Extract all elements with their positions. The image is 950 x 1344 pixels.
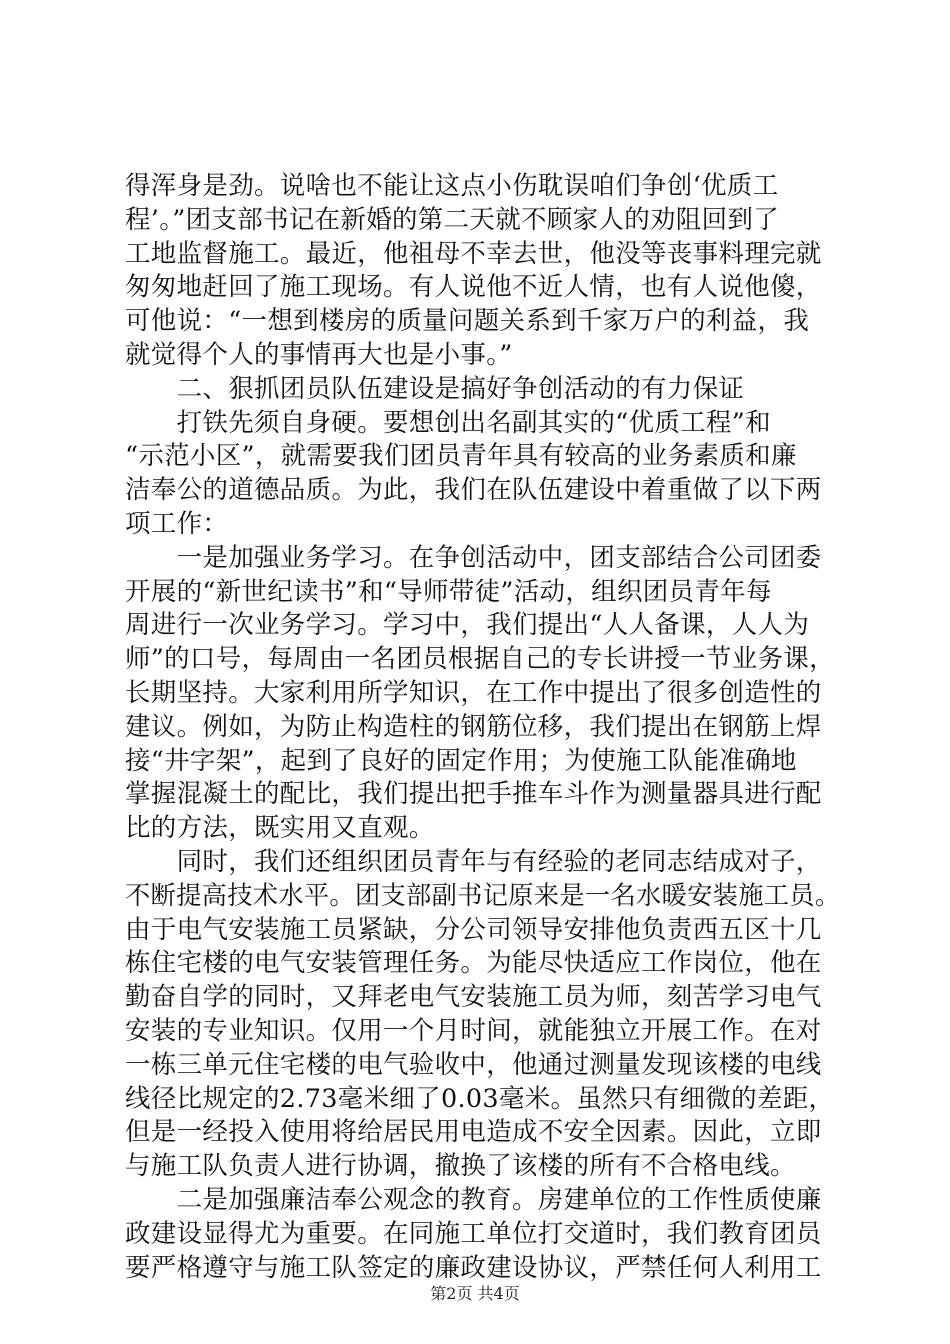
text-line: 安装的专业知识。仅用一个月时间，就能独立开展工作。在对 bbox=[125, 1015, 822, 1046]
text-line: 但是一经投入使用将给居民用电造成不安全因素。因此，立即 bbox=[125, 1117, 822, 1148]
text-line: 开展的“新世纪读书”和“导师带徒”活动，组织团员青年每 bbox=[125, 576, 772, 607]
text-line: 可他说：“一想到楼房的质量问题关系到千家万户的利益，我 bbox=[125, 306, 810, 337]
text-line: 比的方法，既实用又直观。 bbox=[125, 813, 435, 844]
text-line: 与施工队负责人进行协调，撤换了该楼的所有不合格电线。 bbox=[125, 1151, 796, 1182]
text-line: 洁奉公的道德品质。为此，我们在队伍建设中着重做了以下两 bbox=[125, 475, 822, 506]
text-line: 不断提高技术水平。团支部副书记原来是一名水暖安装施工员。 bbox=[125, 880, 841, 911]
text-line: 勤奋自学的同时，又拜老电气安装施工员为师，刻苦学习电气 bbox=[125, 982, 822, 1013]
text-line: 同时，我们还组织团员青年与有经验的老同志结成对子， bbox=[125, 846, 822, 877]
text-line: 掌握混凝土的配比，我们提出把手推车斗作为测量器具进行配 bbox=[125, 779, 822, 810]
text-line: 师”的口号，每周由一名团员根据自己的专长讲授一节业务课， bbox=[125, 644, 835, 675]
document-body bbox=[125, 170, 840, 1285]
text-line: 项工作： bbox=[125, 508, 229, 539]
text-line: 得浑身是劲。说啥也不能让这点小伤耽误咱们争创‘优质工 bbox=[125, 171, 779, 201]
text-line: 建议。例如，为防止构造柱的钢筋位移，我们提出在钢筋上焊 bbox=[125, 711, 822, 742]
text-line: 一是加强业务学习。在争创活动中，团支部结合公司团委 bbox=[125, 542, 822, 573]
text-line: “示范小区”，就需要我们团员青年具有较高的业务素质和廉 bbox=[125, 441, 797, 472]
text-line: 匆匆地赶回了施工现场。有人说他不近人情，也有人说他傻， bbox=[125, 272, 822, 303]
text-line: 程’。”团支部书记在新婚的第二天就不顾家人的劝阻回到了 bbox=[125, 204, 779, 235]
text-line: 政建设显得尤为重要。在同施工单位打交道时，我们教育团员 bbox=[125, 1218, 822, 1249]
page-footer: 第2页 共4页 bbox=[430, 1284, 520, 1303]
text-line: 就觉得个人的事情再大也是小事。” bbox=[125, 339, 513, 370]
text-line: 打铁先须自身硬。要想创出名副其实的“优质工程”和 bbox=[125, 407, 771, 438]
text-line: 二是加强廉洁奉公观念的教育。房建单位的工作性质使廉 bbox=[125, 1184, 822, 1215]
text-line: 二、狠抓团员队伍建设是搞好争创活动的有力保证 bbox=[125, 373, 745, 404]
text-line: 工地监督施工。最近，他祖母不幸去世，他没等丧事料理完就 bbox=[125, 238, 822, 269]
text-line: 线径比规定的2.73毫米细了0.03毫米。虽然只有细微的差距， bbox=[125, 1083, 835, 1114]
text-line: 长期坚持。大家利用所学知识，在工作中提出了很多创造性的 bbox=[125, 677, 822, 708]
text-line: 一栋三单元住宅楼的电气验收中，他通过测量发现该楼的电线 bbox=[125, 1049, 822, 1080]
text-line: 由于电气安装施工员紧缺，分公司领导安排他负责西五区十几 bbox=[125, 914, 822, 945]
text-line: 接“井字架”，起到了良好的固定作用；为使施工队能准确地 bbox=[125, 745, 797, 776]
text-line: 栋住宅楼的电气安装管理任务。为能尽快适应工作岗位，他在 bbox=[125, 948, 822, 979]
text-line: 周进行一次业务学习。学习中，我们提出“人人备课，人人为 bbox=[125, 610, 810, 641]
text-line: 要严格遵守与施工队签定的廉政建设协议，严禁任何人利用工 bbox=[125, 1252, 822, 1283]
